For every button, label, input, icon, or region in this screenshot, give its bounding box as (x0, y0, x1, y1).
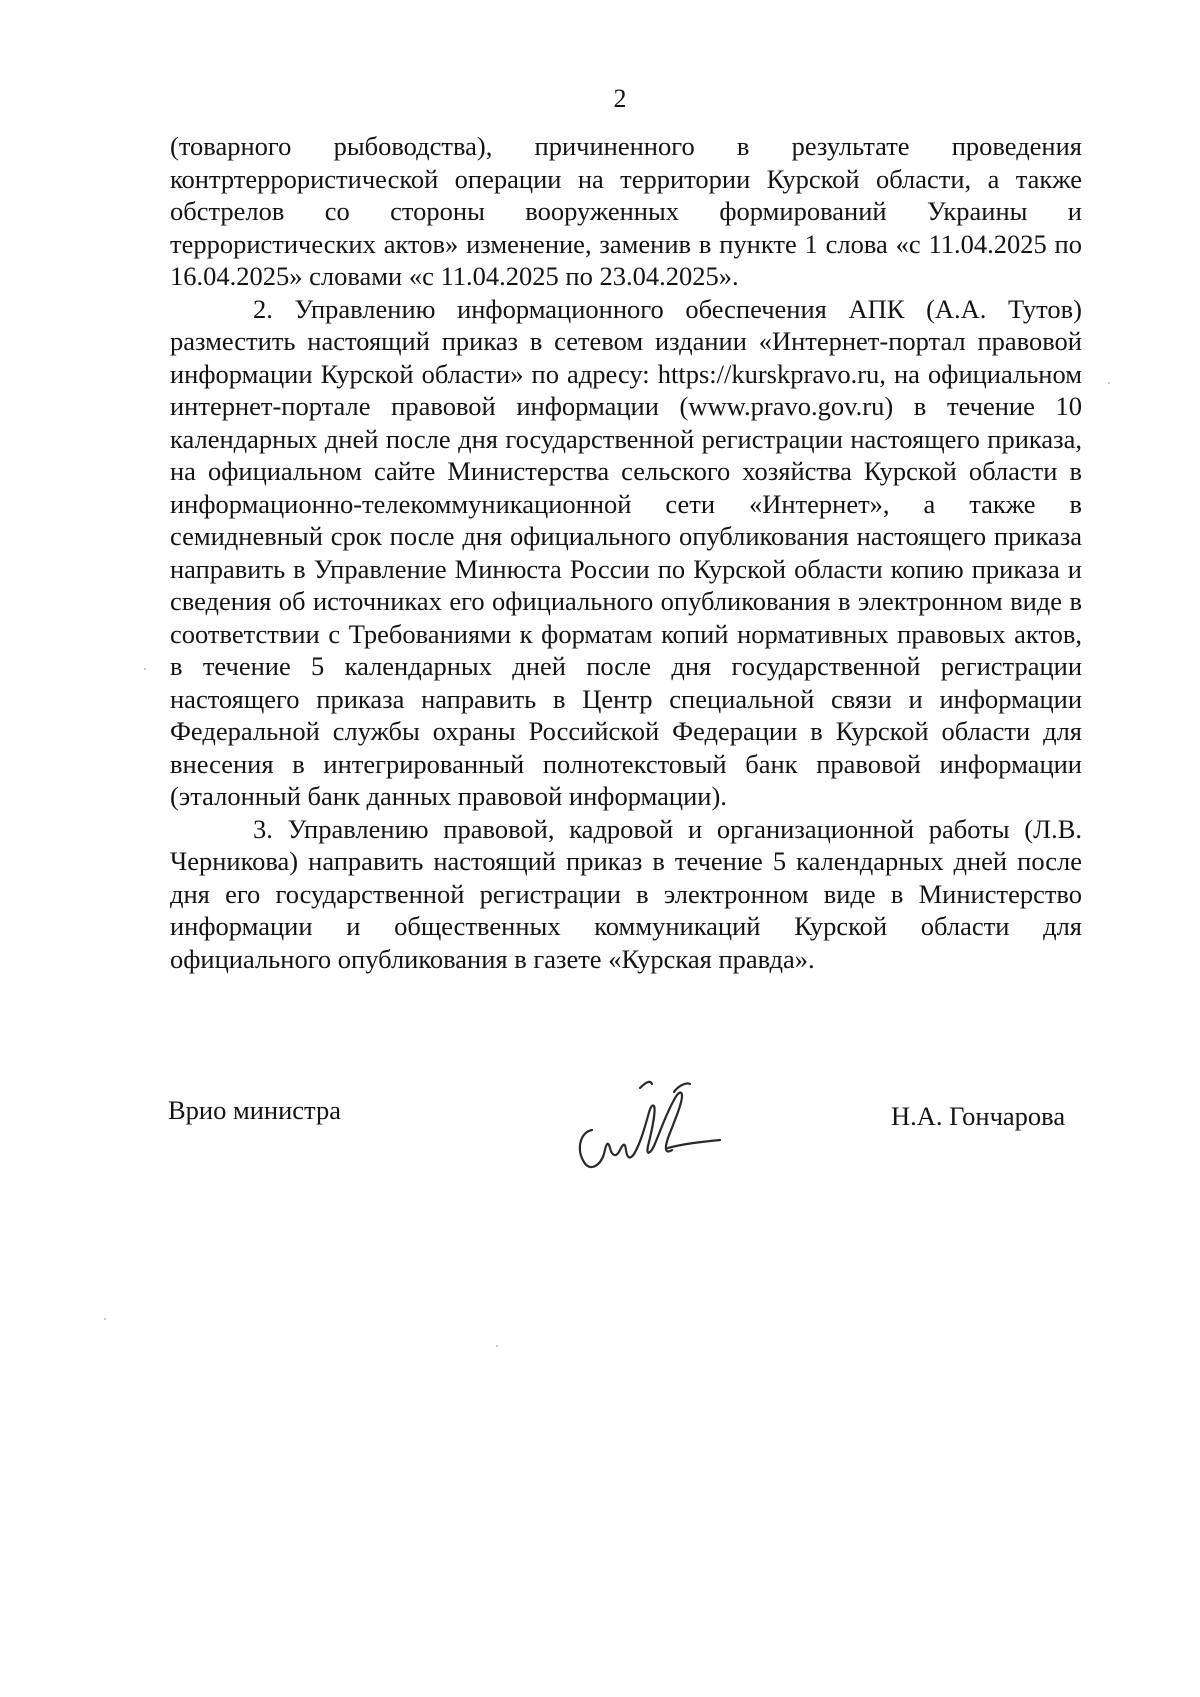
handwritten-signature-icon (570, 1070, 740, 1180)
signatory-name: Н.А. Гончарова (891, 1101, 1066, 1131)
document-body (170, 130, 1082, 975)
paragraph-item-3: 3. Управлению правовой, кадровой и организационной работы (Л.В. Черникова) направить настоящий приказ в течение 5 календарных дней после дня его государственной регистрации в электронном виде в Министерство информации и общественных коммуникаций Курской области для официального опубликования в газете «Курская правда». (170, 813, 1082, 974)
signatory-title: Врио министра (168, 1095, 341, 1125)
scan-speck (496, 1345, 498, 1347)
scan-speck (144, 668, 146, 670)
scan-speck (104, 1318, 106, 1320)
scan-speck (1108, 382, 1110, 384)
paragraph-item-2: 2. Управлению информационного обеспечения АПК (А.А. Тутов) разместить настоящий приказ в сетевом издании «Интернет-портал правовой информации Курской области» по адресу: https://kurskpravo.ru, на официальном интернет-портале правовой информации (www.pravo.gov.ru) в течение 10 календарных дней после дня государственной регистрации настоящего приказа, на официальном сайте Министерства сельского хозяйства Курской области в информационно-телекоммуникационной сети «Интернет», а также в семидневный срок после дня официального опубликования настоящего приказа направить в Управление Минюста России по Курской области копию приказа и сведения об источниках его официального опубликования в электронном виде в соответствии с Требованиями к форматам копий нормативных правовых актов, в течение 5 календарных дней после дня государственной регистрации настоящего приказа направить в Центр специальной связи и информации Федеральной службы охраны Российской Федерации в Курской области для внесения в интегрированный полнотекстовый банк правовой информации (эталонный банк данных правовой информации). (170, 293, 1082, 811)
paragraph-continuation: (товарного рыбоводства), причиненного в результате проведения контртеррористической операции на территории Курской области, а также обстрелов со стороны вооруженных формирований Украины и террористических актов» изменение, заменив в пункте 1 слова «с 11.04.2025 по 16.04.2025» словами «с 11.04.2025 по 23.04.2025». (170, 131, 1082, 291)
page-number: 2 (613, 84, 627, 113)
